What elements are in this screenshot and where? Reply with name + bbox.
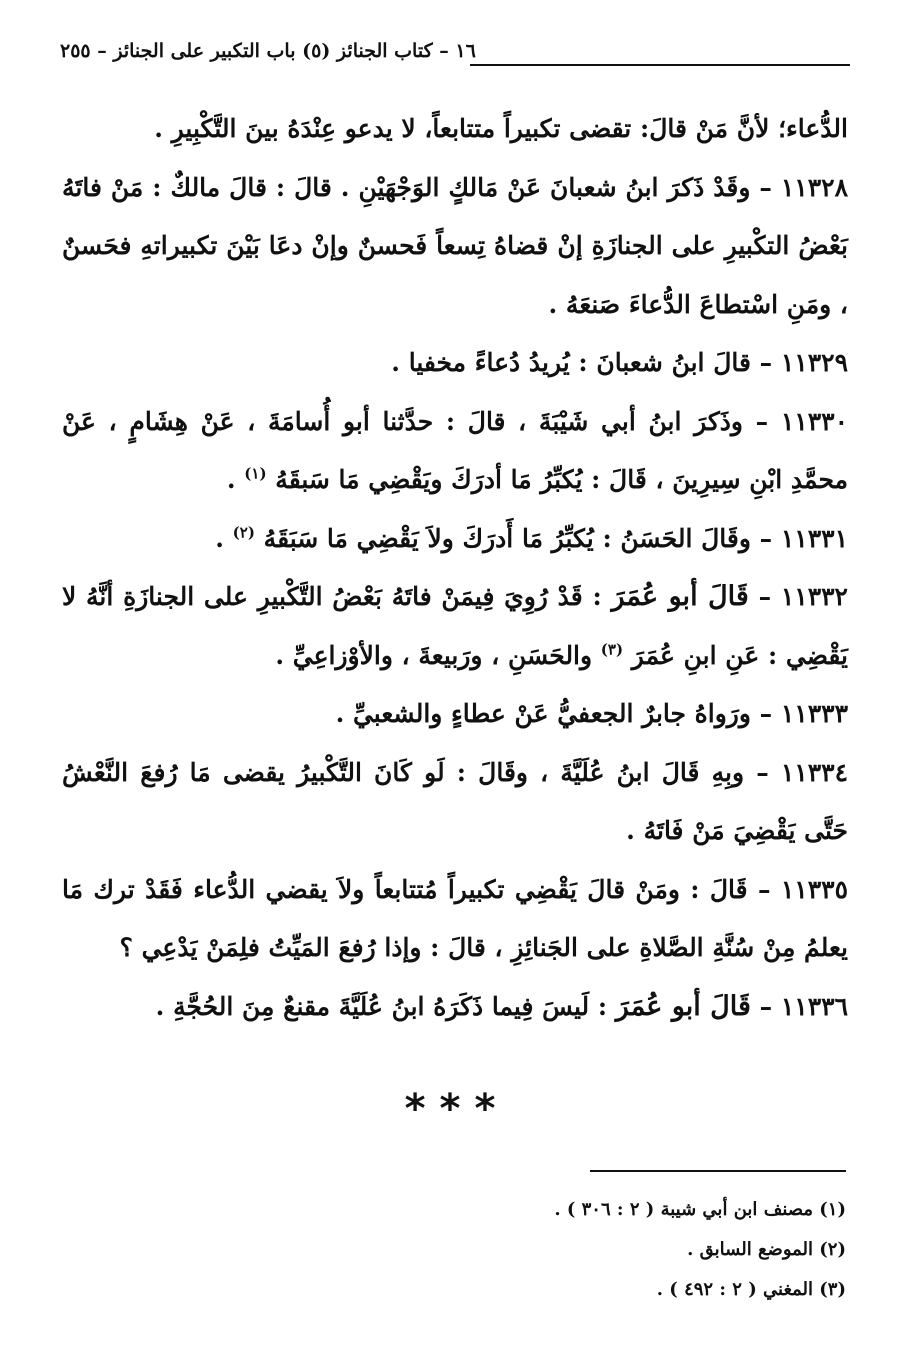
paragraph-text: : قَدْ رُوِيَ فِيمَنْ فاتَهُ بَعْضُ التَّكْبيرِ على الجنازَةِ أنَّهُ لا يَقْضِي : عَنِ ابنِ عُمَرَ [62,582,848,670]
paragraph-11330 [62,393,848,510]
paragraph-end: . [226,465,236,494]
footnote-2: (٢) الموضع السابق . [687,1239,846,1260]
footnote-3: (٣) المغني ( ٢ : ٤٩٢ ) . [656,1279,846,1300]
footnote-ref[interactable]: (١) [244,464,267,483]
header-rule [470,64,850,66]
paragraph-11328: ١١٣٢٨ – وقَدْ ذَكرَ ابنُ شعبانَ عَنْ مَالكٍ الوَجْهَيْنِ . قالَ : قالَ مالكٌ : مَنْ فاتَهُ بَعْضُ التكْبيرِ على الجنازَةِ إنْ قضاهُ تِسعاً فَحسنٌ وإنْ دعَا بَيْنَ تكبيراتهِ فحَسنٌ ، ومَنِ اسْتطاعَ الدُّعاءَ صَنعَهُ . [62,172,848,319]
paragraph-number: ١١٣٣٢ – [748,582,848,611]
running-header [60,36,850,76]
paragraph-11332 [62,568,848,685]
paragraph-end: . [215,523,224,553]
paragraph-11334: ١١٣٣٤ – وبِهِ قَالَ ابنُ عُلَيَّةَ ، وقَالَ : لَو كَانَ التَّكْبيرُ يقضى مَا رُفعَ النَّعْشُ حَتَّى يَقْضِيَ مَنْ فَاتَهُ . [62,757,848,845]
paragraph-11329: ١١٣٢٩ – قالَ ابنُ شعبانَ : يُريدُ دُعاءً مخفيا . [391,348,848,377]
footnote-rule [590,1170,846,1172]
paragraph-11331 [62,510,848,569]
paragraph-text: : لَيسَ فِيما ذَكَرَهُ ابنُ عُلَيَّةَ مقنعٌ مِنَ الحُجَّةِ . [155,991,608,1021]
footnote-ref[interactable]: (٣) [600,640,624,659]
paragraph: الدُّعاء؛ لأنَّ مَنْ قالَ: تقضى تكبيراً متتابعاً، لا يدعو عِنْدَهُ بينَ التَّكْبِيرِ . [154,114,848,143]
paragraph-11335: ١١٣٣٥ – قَالَ : ومَنْ قالَ يَقْضِي تكبيراً مُتتابعاً ولاَ يقضي الدُّعاء فَقَدْ ترك مَا يعلمُ مِنْ سُنَّةِ الصَّلاةِ على الجَنائِزِ ، قالَ : وإذا رُفعَ المَيِّتُ فلِمَنْ يَدْعِي ؟ [62,874,848,962]
paragraph-number: ١١٣٣٦ – [750,991,848,1021]
main-text [62,100,848,1036]
paragraph-text: ١١٣٣٠ – وذَكرَ ابنُ أبي شَيْبَةَ ، قالَ : حدَّثنا أبو أُسامَةَ ، عَنْ هِشَامٍ ، عَنْ محمَّدِ ابْنِ سِيرِينَ ، قَالَ : يُكبِّرُ مَا أدرَكَ ويَقْضِي مَا سَبقَهُ [62,406,848,494]
paragraph-11336 [62,978,848,1037]
speaker-label: قَالَ أبو عُمَرَ [611,581,749,612]
section-separator: *** [404,1086,510,1132]
paragraph-text: ١١٣٣١ – وقَالَ الحَسَنُ : يُكبِّرُ مَا أَدرَكَ ولاَ يَقْضِي مَا سَبَقَهُ [263,523,848,553]
footnote-1: (١) مصنف ابن أبي شيبة ( ٢ : ٣٠٦ ) . [554,1199,846,1220]
footnotes [300,1190,846,1310]
footnote-ref[interactable]: (٢) [232,523,255,542]
paragraph-end: والحَسَنِ ، ورَبيعةَ ، والأوْزاعِيِّ . [275,640,593,670]
running-header-title: ١٦ – كتاب الجنائز (٥) باب التكبير على الجنائز – ٢٥٥ [60,40,476,62]
paragraph-11333: ١١٣٣٣ – ورَواهُ جابرٌ الجعفيُّ عَنْ عطاءٍ والشعبيِّ . [335,699,848,728]
speaker-label: قَالَ أبو عُمَرَ [615,990,751,1022]
